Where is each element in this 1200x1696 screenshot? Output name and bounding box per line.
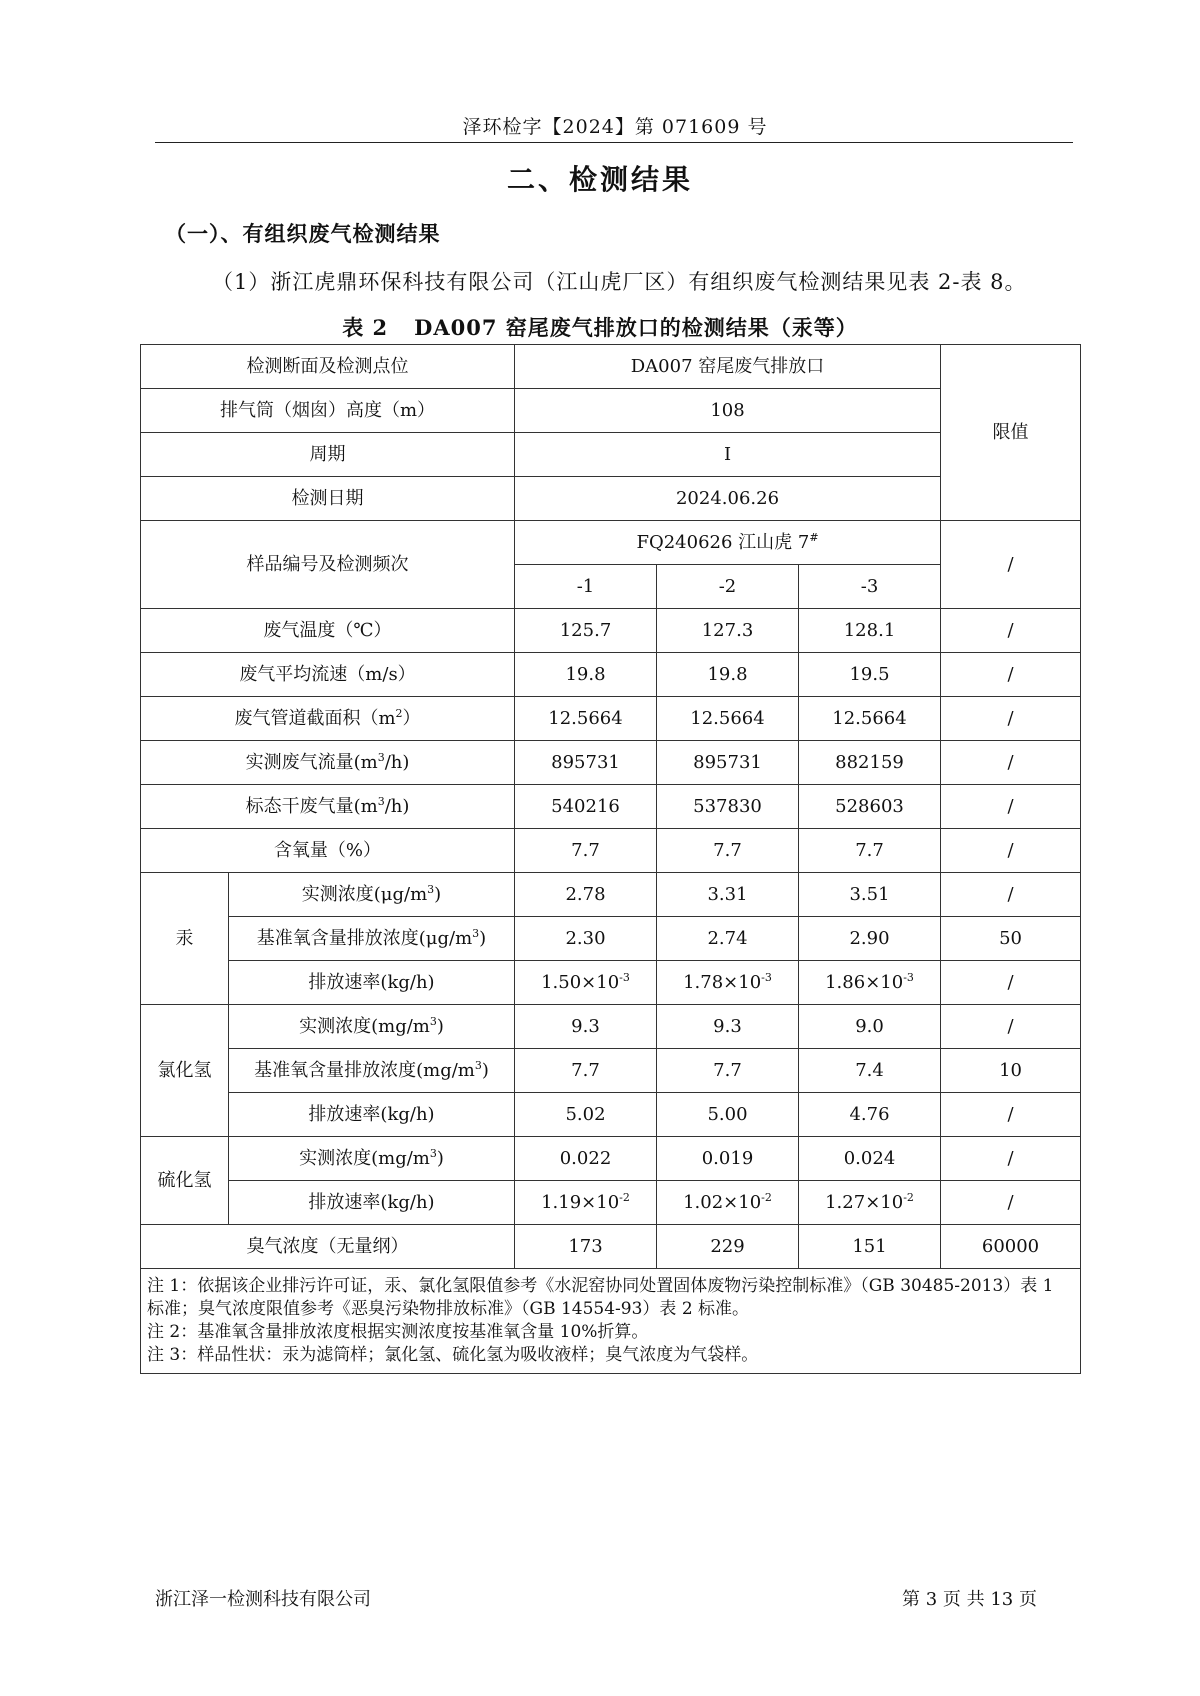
param-value: 7.7 xyxy=(657,1049,799,1093)
label-text: 基准氧含量排放浓度(mg/m xyxy=(254,1059,475,1081)
label-sup: 3 xyxy=(377,794,385,808)
limit-value: / xyxy=(941,1093,1081,1137)
param-value: 125.7 xyxy=(515,609,657,653)
frequency: -2 xyxy=(657,565,799,609)
param-row-area xyxy=(141,697,1081,741)
label-sup: 2 xyxy=(395,706,403,720)
limit-value: / xyxy=(941,653,1081,697)
info-label: 周期 xyxy=(141,433,515,477)
footer-company: 浙江泽一检测科技有限公司 xyxy=(155,1589,371,1610)
param-value: 0.022 xyxy=(515,1137,657,1181)
param-label: 废气平均流速（m/s） xyxy=(141,653,515,697)
limit-value: / xyxy=(941,609,1081,653)
table-caption xyxy=(0,312,1200,342)
param-label xyxy=(141,741,515,785)
param-label xyxy=(141,785,515,829)
param-label: 含氧量（%） xyxy=(141,829,515,873)
pollutant-name-hcl: 氯化氢 xyxy=(141,1005,229,1137)
param-label xyxy=(229,1049,515,1093)
value-exp: -3 xyxy=(903,970,914,984)
limit-value: / xyxy=(941,829,1081,873)
label-sup: 3 xyxy=(377,750,385,764)
param-label: 排放速率(kg/h) xyxy=(229,1181,515,1225)
param-label xyxy=(229,1005,515,1049)
param-value: 229 xyxy=(657,1225,799,1269)
param-value: 3.31 xyxy=(657,873,799,917)
param-value: 127.3 xyxy=(657,609,799,653)
param-row-temperature xyxy=(141,609,1081,653)
intro-paragraph: （1）浙江虎鼎环保科技有限公司（江山虎厂区）有组织废气检测结果见表 2-表 8。 xyxy=(212,270,1027,294)
note-2: 注 2：基准氧含量排放浓度根据实测浓度按基准氧含量 10%折算。 xyxy=(147,1322,649,1342)
h2s-row-rate xyxy=(141,1181,1081,1225)
limit-value: 60000 xyxy=(941,1225,1081,1269)
hg-row-rate xyxy=(141,961,1081,1005)
param-value xyxy=(515,1181,657,1225)
table-caption-number: 表 2 xyxy=(342,315,389,340)
label-text: ) xyxy=(436,1015,444,1037)
param-label: 废气温度（℃） xyxy=(141,609,515,653)
param-value: 2.78 xyxy=(515,873,657,917)
param-value xyxy=(799,961,941,1005)
param-value: 19.8 xyxy=(657,653,799,697)
value-base: 1.50×10 xyxy=(541,971,620,993)
value-base: 1.19×10 xyxy=(541,1191,620,1213)
h2s-row-measured xyxy=(141,1137,1081,1181)
note-1: 注 1：依据该企业排污许可证，汞、氯化氢限值参考《水泥窑协同处置固体废物污染控制标准》（GB 30485-2013）表 1 标准；臭气浓度限值参考《恶臭污染物排放标准》（GB 14554-93）表 2 标准。 xyxy=(147,1276,1054,1319)
note-3: 注 3：样品性状：汞为滤筒样；氯化氢、硫化氢为吸收液样；臭气浓度为气袋样。 xyxy=(147,1345,759,1365)
hcl-row-measured xyxy=(141,1005,1081,1049)
info-row-period xyxy=(141,433,1081,477)
sample-id-sup: # xyxy=(809,530,819,544)
param-value: 12.5664 xyxy=(657,697,799,741)
value-exp: -3 xyxy=(619,970,630,984)
param-value: 7.7 xyxy=(515,829,657,873)
param-value: 4.76 xyxy=(799,1093,941,1137)
param-value: 0.024 xyxy=(799,1137,941,1181)
label-text: 废气管道截面积（m xyxy=(234,707,396,729)
param-value: 7.7 xyxy=(657,829,799,873)
notes-row xyxy=(141,1269,1081,1374)
footer-page-number: 第 3 页 共 13 页 xyxy=(902,1589,1037,1610)
param-value: 7.4 xyxy=(799,1049,941,1093)
sample-id-row xyxy=(141,521,1081,565)
param-row-oxygen xyxy=(141,829,1081,873)
param-label: 臭气浓度（无量纲） xyxy=(141,1225,515,1269)
param-label: 排放速率(kg/h) xyxy=(229,961,515,1005)
value-exp: -2 xyxy=(903,1190,914,1204)
value-base: 1.86×10 xyxy=(825,971,904,993)
limit-value: / xyxy=(941,1137,1081,1181)
param-value: 7.7 xyxy=(799,829,941,873)
param-value: 895731 xyxy=(657,741,799,785)
value-base: 1.27×10 xyxy=(825,1191,904,1213)
frequency: -3 xyxy=(799,565,941,609)
limit-value: / xyxy=(941,961,1081,1005)
header-rule xyxy=(155,142,1073,143)
limit-value: / xyxy=(941,521,1081,609)
hg-row-measured xyxy=(141,873,1081,917)
limit-value: / xyxy=(941,1181,1081,1225)
param-value: 540216 xyxy=(515,785,657,829)
label-text: 实测废气流量(m xyxy=(245,751,378,773)
label-text: ) xyxy=(479,927,487,949)
param-value: 895731 xyxy=(515,741,657,785)
label-text: ) xyxy=(434,883,442,905)
table-caption-title: DA007 窑尾废气排放口的检测结果（汞等） xyxy=(414,315,858,340)
report-number-header: 泽环检字【2024】第 071609 号 xyxy=(462,116,768,138)
pollutant-name-h2s: 硫化氢 xyxy=(141,1137,229,1225)
value-exp: -2 xyxy=(619,1190,630,1204)
info-row-date xyxy=(141,477,1081,521)
info-row-height xyxy=(141,389,1081,433)
param-row-dry-volume xyxy=(141,785,1081,829)
sample-id-text: FQ240626 江山虎 7 xyxy=(636,531,810,553)
param-value: 9.3 xyxy=(515,1005,657,1049)
param-value: 173 xyxy=(515,1225,657,1269)
subsection-title: （一）、有组织废气检测结果 xyxy=(165,221,441,246)
param-value: 3.51 xyxy=(799,873,941,917)
param-label xyxy=(229,1137,515,1181)
info-value: 2024.06.26 xyxy=(515,477,941,521)
value-base: 1.02×10 xyxy=(683,1191,762,1213)
limit-value: / xyxy=(941,1005,1081,1049)
frequency: -1 xyxy=(515,565,657,609)
param-value: 19.5 xyxy=(799,653,941,697)
param-value: 0.019 xyxy=(657,1137,799,1181)
label-text: ) xyxy=(481,1059,489,1081)
info-value: I xyxy=(515,433,941,477)
param-value xyxy=(799,1181,941,1225)
limit-value: / xyxy=(941,697,1081,741)
odor-row xyxy=(141,1225,1081,1269)
label-text: 实测浓度(mg/m xyxy=(299,1147,430,1169)
param-value: 537830 xyxy=(657,785,799,829)
label-sup: 3 xyxy=(472,926,480,940)
limit-value: 10 xyxy=(941,1049,1081,1093)
label-text: ) xyxy=(436,1147,444,1169)
label-text: /h) xyxy=(384,795,410,817)
notes-cell xyxy=(141,1269,1081,1374)
info-label: 排气筒（烟囱）高度（m） xyxy=(141,389,515,433)
param-value: 2.90 xyxy=(799,917,941,961)
sample-label: 样品编号及检测频次 xyxy=(141,521,515,609)
param-value: 128.1 xyxy=(799,609,941,653)
results-table xyxy=(140,344,1081,1374)
label-text: /h) xyxy=(384,751,410,773)
param-value xyxy=(657,961,799,1005)
param-value: 882159 xyxy=(799,741,941,785)
info-value: 108 xyxy=(515,389,941,433)
limit-value: / xyxy=(941,873,1081,917)
label-sup: 3 xyxy=(429,1146,437,1160)
param-value xyxy=(657,1181,799,1225)
param-value xyxy=(515,961,657,1005)
param-label xyxy=(229,917,515,961)
param-value: 12.5664 xyxy=(799,697,941,741)
limit-value: / xyxy=(941,785,1081,829)
param-value: 12.5664 xyxy=(515,697,657,741)
param-value: 5.02 xyxy=(515,1093,657,1137)
limit-value: / xyxy=(941,741,1081,785)
section-title: 二、检测结果 xyxy=(506,163,693,196)
param-value: 2.74 xyxy=(657,917,799,961)
hcl-row-reference xyxy=(141,1049,1081,1093)
param-value: 2.30 xyxy=(515,917,657,961)
param-value: 151 xyxy=(799,1225,941,1269)
pollutant-name-hg: 汞 xyxy=(141,873,229,1005)
param-label xyxy=(229,873,515,917)
param-row-flow xyxy=(141,741,1081,785)
info-value: DA007 窑尾废气排放口 xyxy=(515,345,941,389)
param-value: 5.00 xyxy=(657,1093,799,1137)
param-value: 9.3 xyxy=(657,1005,799,1049)
label-text: 基准氧含量排放浓度(μg/m xyxy=(256,927,473,949)
param-value: 528603 xyxy=(799,785,941,829)
sample-id xyxy=(515,521,941,565)
info-row-point xyxy=(141,345,1081,389)
param-value: 9.0 xyxy=(799,1005,941,1049)
label-sup: 3 xyxy=(429,1014,437,1028)
limit-value: 50 xyxy=(941,917,1081,961)
param-label: 排放速率(kg/h) xyxy=(229,1093,515,1137)
param-row-velocity xyxy=(141,653,1081,697)
info-label: 检测日期 xyxy=(141,477,515,521)
value-exp: -2 xyxy=(761,1190,772,1204)
label-text: 标态干废气量(m xyxy=(245,795,378,817)
value-exp: -3 xyxy=(761,970,772,984)
limit-header: 限值 xyxy=(941,345,1081,521)
param-value: 19.8 xyxy=(515,653,657,697)
label-sup: 3 xyxy=(474,1058,482,1072)
info-label: 检测断面及检测点位 xyxy=(141,345,515,389)
hg-row-reference xyxy=(141,917,1081,961)
label-text: 实测浓度(μg/m xyxy=(301,883,428,905)
param-value: 7.7 xyxy=(515,1049,657,1093)
label-sup: 3 xyxy=(427,882,435,896)
param-label xyxy=(141,697,515,741)
value-base: 1.78×10 xyxy=(683,971,762,993)
hcl-row-rate xyxy=(141,1093,1081,1137)
label-text: ） xyxy=(402,707,421,729)
label-text: 实测浓度(mg/m xyxy=(299,1015,430,1037)
